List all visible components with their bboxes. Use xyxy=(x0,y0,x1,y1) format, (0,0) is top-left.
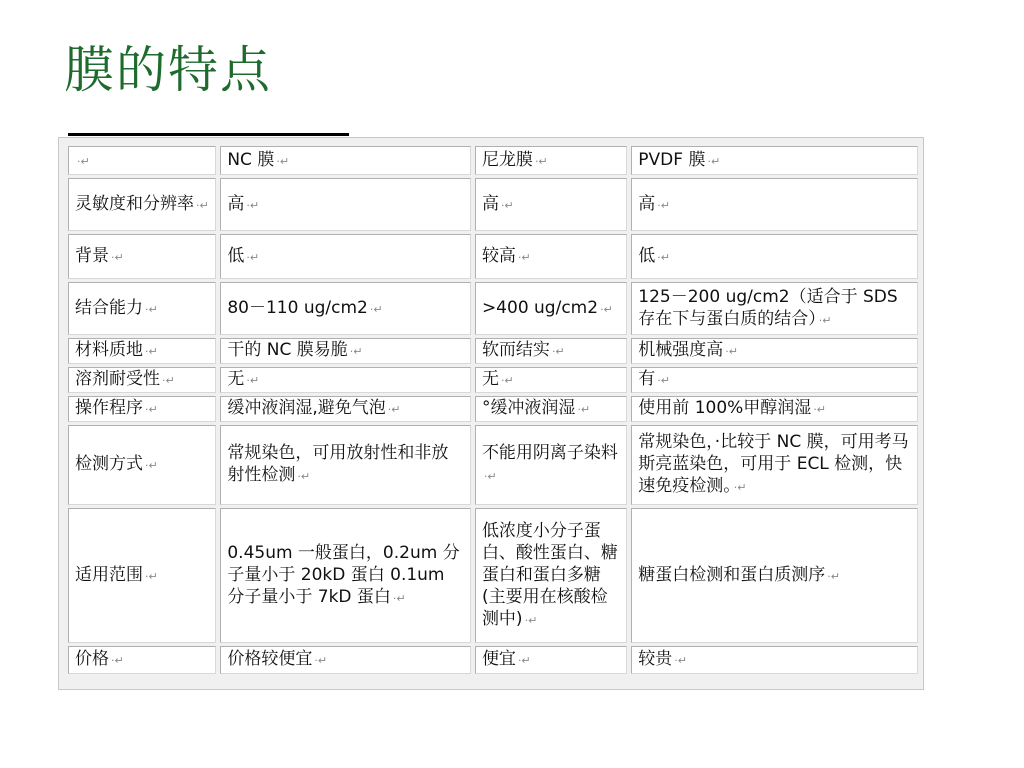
table-row xyxy=(68,178,918,231)
row-label-cell: 结合能力 ·↵ xyxy=(68,282,216,335)
row-label-cell: 价格 ·↵ xyxy=(68,646,216,674)
table-header-row xyxy=(68,146,918,175)
row-label-cell: 适用范围 ·↵ xyxy=(68,508,216,643)
table-cell: 常规染色，·比较于 NC 膜，可用考马斯亮蓝染色，可用于 ECL 检测，快速免疫检测。 ·↵ xyxy=(631,425,918,505)
table-cell: 125－200 ug/cm2（适合于 SDS 存在下与蛋白质的结合） ·↵ xyxy=(631,282,918,335)
header-cell: PVDF 膜 ·↵ xyxy=(631,146,918,175)
table-cell: 80－110 ug/cm2 ·↵ xyxy=(220,282,471,335)
table-row xyxy=(68,282,918,335)
row-label-cell: 溶剂耐受性 ·↵ xyxy=(68,367,216,393)
table-row xyxy=(68,367,918,393)
table-cell: 有 ·↵ xyxy=(631,367,918,393)
table-cell: 不能用阴离子染料·↵ xyxy=(475,425,627,505)
row-label-cell: 检测方式 ·↵ xyxy=(68,425,216,505)
table-row xyxy=(68,646,918,674)
table-cell: 无 ·↵ xyxy=(475,367,627,393)
table-cell: 较高 ·↵ xyxy=(475,234,627,279)
header-cell: ·↵ xyxy=(68,146,216,175)
table-cell: 价格较便宜 ·↵ xyxy=(220,646,471,674)
table-cell: 无 ·↵ xyxy=(220,367,471,393)
table-cell: 低浓度小分子蛋白、酸性蛋白、糖蛋白和蛋白多糖(主要用在核酸检测中) ·↵ xyxy=(475,508,627,643)
row-label-cell: 操作程序 ·↵ xyxy=(68,396,216,422)
membrane-comparison-table xyxy=(64,143,922,677)
table-cell: 高 ·↵ xyxy=(631,178,918,231)
table-cell: 常规染色，可用放射性和非放射性检测 ·↵ xyxy=(220,425,471,505)
table-cell: 较贵 ·↵ xyxy=(631,646,918,674)
table-cell: 使用前 100%甲醇润湿 ·↵ xyxy=(631,396,918,422)
row-label-cell: 灵敏度和分辨率 ·↵ xyxy=(68,178,216,231)
table-cell: 缓冲液润湿,避免气泡 ·↵ xyxy=(220,396,471,422)
table-cell: 低 ·↵ xyxy=(220,234,471,279)
table-cell: 糖蛋白检测和蛋白质测序 ·↵ xyxy=(631,508,918,643)
row-label-cell: 材料质地 ·↵ xyxy=(68,338,216,364)
table-cell: 高 ·↵ xyxy=(220,178,471,231)
table-cell: 机械强度高 ·↵ xyxy=(631,338,918,364)
table-row xyxy=(68,508,918,643)
table-cell: 便宜 ·↵ xyxy=(475,646,627,674)
table-row xyxy=(68,234,918,279)
title-underline xyxy=(68,133,349,136)
row-label-cell: 背景 ·↵ xyxy=(68,234,216,279)
table-row xyxy=(68,396,918,422)
table-row xyxy=(68,425,918,505)
table-cell: 0.45um 一般蛋白，0.2um 分子量小于 20kD 蛋白 0.1um 分子量小于 7kD 蛋白 ·↵ xyxy=(220,508,471,643)
table-cell: °缓冲液润湿 ·↵ xyxy=(475,396,627,422)
table-row xyxy=(68,338,918,364)
header-cell: NC 膜 ·↵ xyxy=(220,146,471,175)
table-cell: 高 ·↵ xyxy=(475,178,627,231)
table-cell: 低 ·↵ xyxy=(631,234,918,279)
table-cell: >400 ug/cm2 ·↵ xyxy=(475,282,627,335)
table-cell: 软而结实 ·↵ xyxy=(475,338,627,364)
table-cell: 干的 NC 膜易脆 ·↵ xyxy=(220,338,471,364)
slide-title: 膜的特点 xyxy=(64,41,272,99)
header-cell: 尼龙膜 ·↵ xyxy=(475,146,627,175)
comparison-table-frame xyxy=(58,137,924,690)
